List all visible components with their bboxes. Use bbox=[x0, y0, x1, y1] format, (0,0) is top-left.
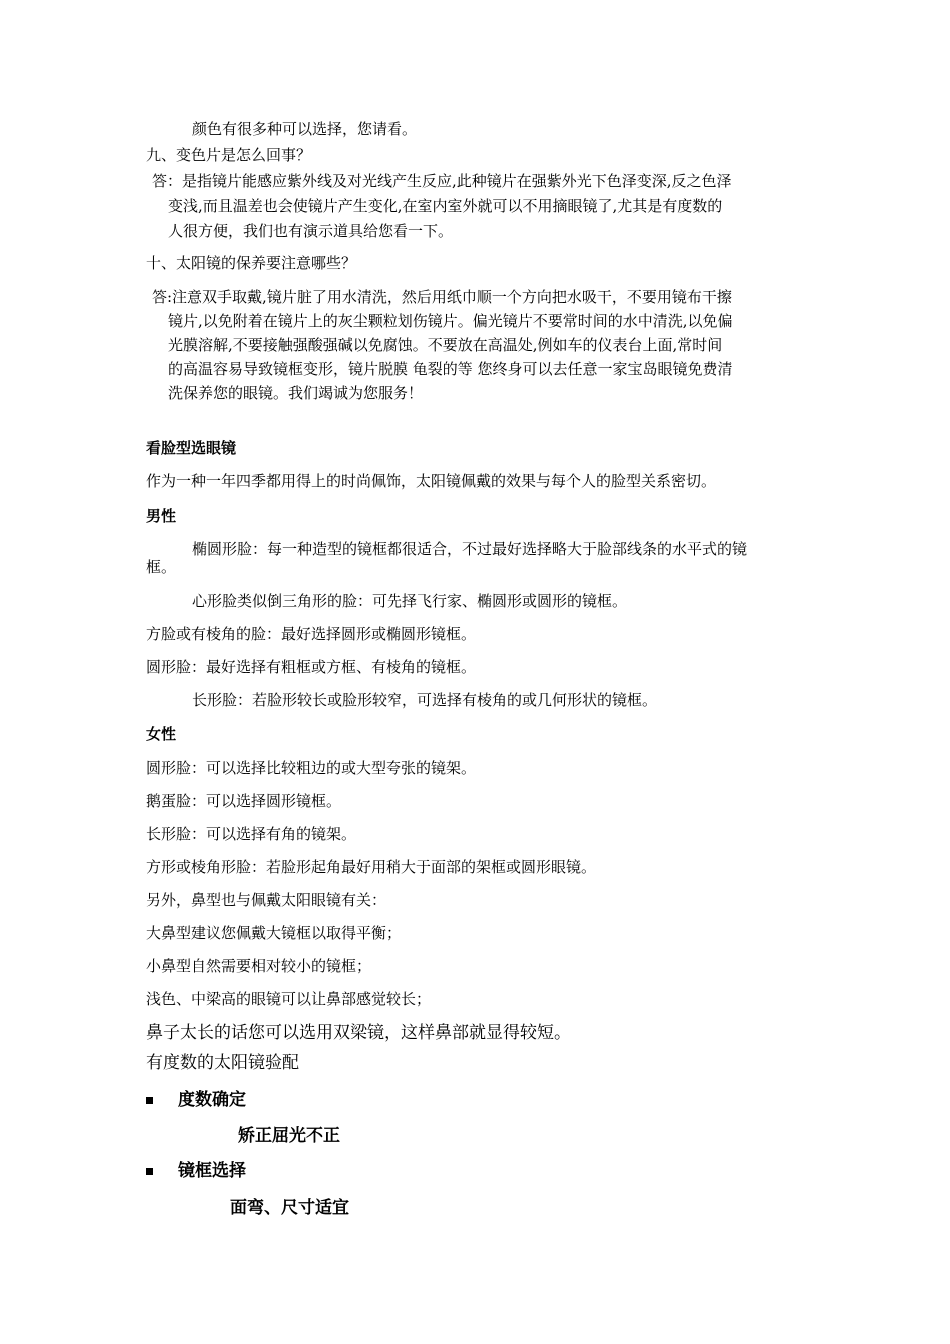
faq-answer-10-line: 答:注意双手取戴,镜片脏了用水清洗，然后用纸巾顺一个方向把水吸干，不要用镜布干擦 bbox=[152, 288, 732, 306]
fitting-item-1-label: 度数确定 bbox=[178, 1090, 246, 1110]
faq-answer-9-line: 答：是指镜片能感应紫外线及对光线产生反应,此种镜片在强紫外光下色泽变深,反之色泽 bbox=[152, 172, 732, 190]
faq-answer-10-line: 的高温容易导致镜框变形，镜片脱膜 龟裂的等 您终身可以去任意一家宝岛眼镜免费清 bbox=[168, 360, 733, 378]
female-heading: 女性 bbox=[146, 725, 177, 743]
female-round: 圆形脸：可以选择比较粗边的或大型夸张的镜架。 bbox=[146, 759, 477, 777]
nose-light: 浅色、中梁高的眼镜可以让鼻部感觉较长； bbox=[146, 990, 432, 1008]
faq-answer-9-line: 变浅,而且温差也会使镜片产生变化,在室内室外就可以不用摘眼镜了,尤其是有度数的 bbox=[168, 197, 723, 215]
fitting-title: 有度数的太阳镜验配 bbox=[146, 1053, 299, 1073]
fitting-item-2-sub: 面弯、尺寸适宜 bbox=[230, 1198, 349, 1218]
faq-intro-tail: 颜色有很多种可以选择，您请看。 bbox=[192, 120, 418, 138]
faq-question-10: 十、太阳镜的保养要注意哪些？ bbox=[146, 254, 357, 272]
nose-intro: 另外，鼻型也与佩戴太阳眼镜有关： bbox=[146, 891, 387, 909]
nose-big: 大鼻型建议您佩戴大镜框以取得平衡； bbox=[146, 924, 402, 942]
faq-answer-10-line: 镜片,以免附着在镜片上的灰尘颗粒划伤镜片。偏光镜片不要常时间的水中清洗,以免偏 bbox=[168, 312, 733, 330]
faq-answer-10-line: 洗保养您的眼镜。我们竭诚为您服务！ bbox=[168, 384, 424, 402]
male-square: 方脸或有棱角的脸：最好选择圆形或椭圆形镜框。 bbox=[146, 625, 477, 643]
male-heart: 心形脸类似倒三角形的脸：可先择飞行家、椭圆形或圆形的镜框。 bbox=[192, 592, 628, 610]
female-long: 长形脸：可以选择有角的镜架。 bbox=[146, 825, 357, 843]
male-long: 长形脸：若脸形较长或脸形较窄，可选择有棱角的或几何形状的镜框。 bbox=[192, 691, 658, 709]
faq-answer-10-line: 光膜溶解,不要接触强酸强碱以免腐蚀。不要放在高温处,例如车的仪表台上面,常时间 bbox=[168, 336, 723, 354]
female-square: 方形或棱角形脸：若脸形起角最好用稍大于面部的架框或圆形眼镜。 bbox=[146, 858, 597, 876]
nose-long: 鼻子太长的话您可以选用双梁镜，这样鼻部就显得较短。 bbox=[146, 1023, 571, 1043]
nose-small: 小鼻型自然需要相对较小的镜框； bbox=[146, 957, 372, 975]
faq-question-9: 九、变色片是怎么回事？ bbox=[146, 146, 312, 164]
square-bullet-icon bbox=[146, 1168, 153, 1175]
fitting-item-1-sub: 矫正屈光不正 bbox=[238, 1126, 340, 1146]
male-oval-line: 椭圆形脸：每一种造型的镜框都很适合，不过最好选择略大于脸部线条的水平式的镜 bbox=[192, 540, 748, 558]
male-heading: 男性 bbox=[146, 507, 177, 525]
face-section-title: 看脸型选眼镜 bbox=[146, 439, 237, 457]
faq-answer-9-line: 人很方便，我们也有演示道具给您看一下。 bbox=[168, 222, 454, 240]
female-egg: 鹅蛋脸：可以选择圆形镜框。 bbox=[146, 792, 342, 810]
male-oval-line: 框。 bbox=[146, 558, 177, 576]
face-intro: 作为一种一年四季都用得上的时尚佩饰，太阳镜佩戴的效果与每个人的脸型关系密切。 bbox=[146, 472, 717, 490]
fitting-item-2-label: 镜框选择 bbox=[178, 1161, 246, 1181]
male-round: 圆形脸：最好选择有粗框或方框、有棱角的镜框。 bbox=[146, 658, 477, 676]
square-bullet-icon bbox=[146, 1097, 153, 1104]
